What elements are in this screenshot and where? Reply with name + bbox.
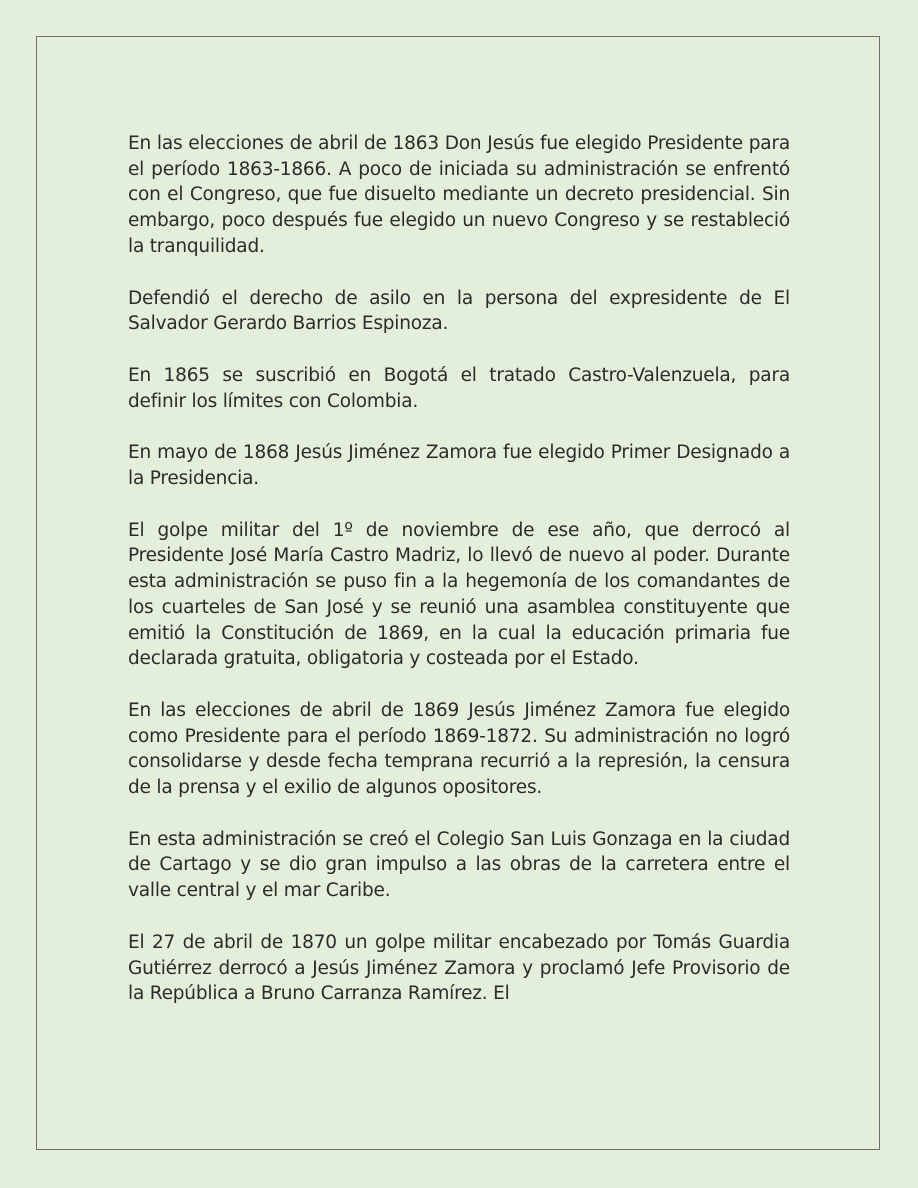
paragraph-elecciones-1869: En las elecciones de abril de 1869 Jesús Jiménez Zamora fue elegido como Presidente para el período 1869-1872. Su administración no logró consolidarse y desde fecha temprana recurrió a la represión, la censura de la prensa y el exilio de algunos opositores. (128, 699, 790, 799)
paragraph-designado-1868: En mayo de 1868 Jesús Jiménez Zamora fue elegido Primer Designado a la Presidencia. (128, 442, 790, 490)
paragraph-derecho-asilo: Defendió el derecho de asilo en la persona del expresidente de El Salvador Gerardo Barrios Espinoza. (128, 287, 790, 335)
document-body (128, 131, 790, 1061)
paragraph-golpe-1870: El 27 de abril de 1870 un golpe militar encabezado por Tomás Guardia Gutiérrez derrocó a Jesús Jiménez Zamora y proclamó Jefe Provisorio de la República a Bruno Carranza Ramírez. El (128, 931, 790, 1005)
paragraph-golpe-militar: El golpe militar del 1º de noviembre de ese año, que derrocó al Presidente José María Castro Madriz, lo llevó de nuevo al poder. Durante esta administración se puso fin a la hegemonía de los comandantes de los cuarteles de San José y se reunió una asamblea constituyente que emitió la Constitución de 1869, en la cual la educación primaria fue declarada gratuita, obligatoria y costeada por el Estado. (128, 519, 790, 670)
paragraph-elecciones-1863: En las elecciones de abril de 1863 Don Jesús fue elegido Presidente para el período 1863-1866. A poco de iniciada su administración se enfrentó con el Congreso, que fue disuelto mediante un decreto presidencial. Sin embargo, poco después fue elegido un nuevo Congreso y se restableció la tranquilidad. (128, 133, 790, 257)
paragraph-colegio-san-luis: En esta administración se creó el Colegio San Luis Gonzaga en la ciudad de Cartago y se dio gran impulso a las obras de la carretera entre el valle central y el mar Caribe. (128, 828, 790, 902)
paragraph-tratado-1865: En 1865 se suscribió en Bogotá el tratado Castro-Valenzuela, para definir los límites con Colombia. (128, 364, 790, 412)
